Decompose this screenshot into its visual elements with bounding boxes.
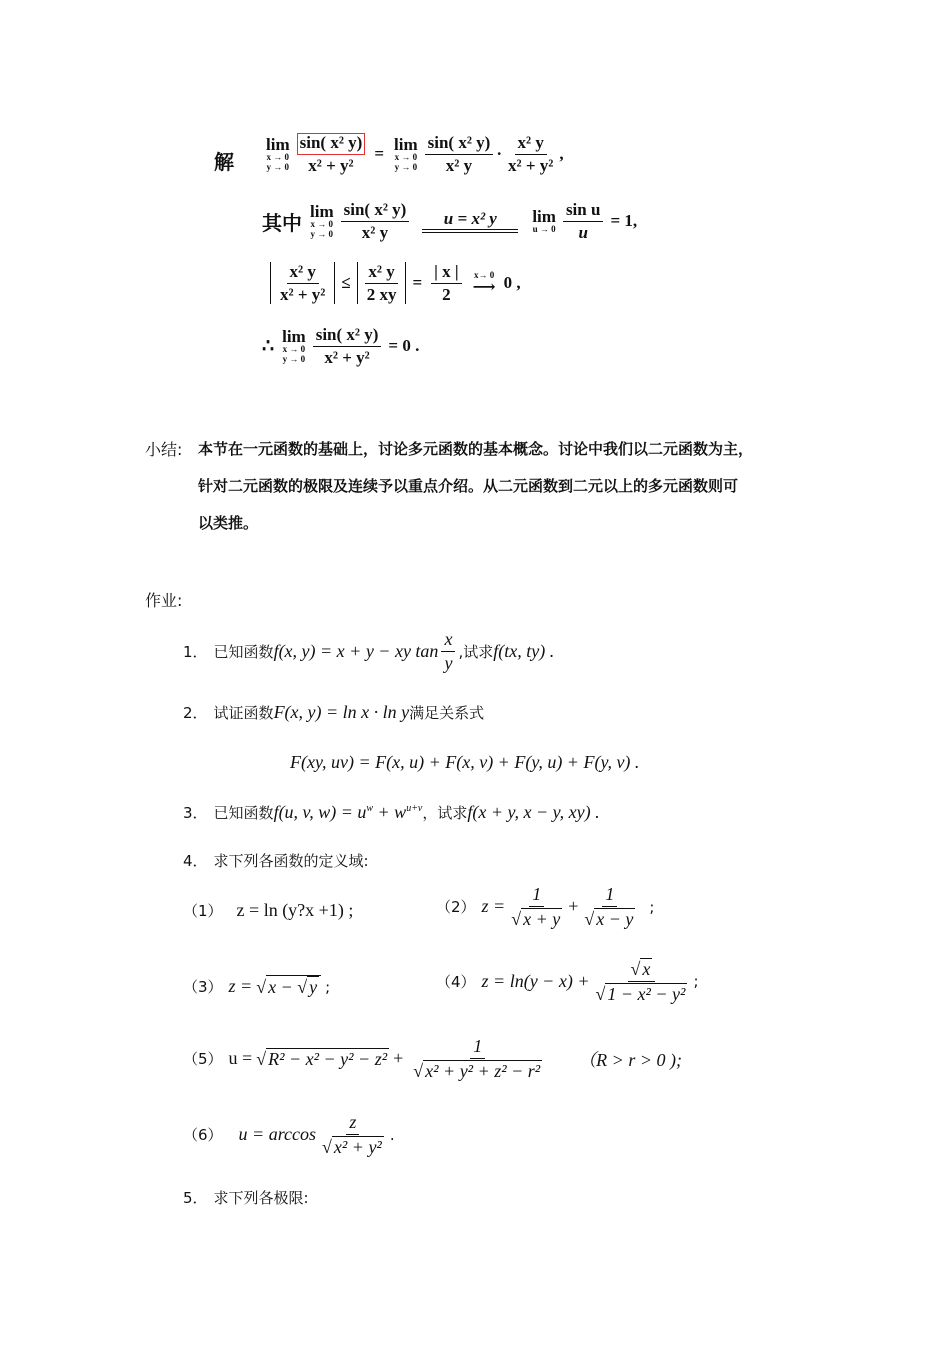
question-2-relation: F(xy, uv) = F(x, u) + F(x, v) + F(y, u) + F(y, v) .	[290, 752, 640, 772]
lim-operator: lim x → 0 y → 0	[266, 135, 290, 172]
fraction: $\frac{\text{sin( x² y)}}{\text{x² y}}$	[341, 200, 410, 242]
question-2: 2． 试证函数 F(x, y) = ln x · ln y 满足关系式	[183, 702, 485, 722]
summary-line-3: 以类推。	[198, 514, 259, 532]
question-5: 5． 求下列各极限:	[183, 1189, 309, 1207]
limit-arrow: x→ 0 ⟶	[472, 269, 496, 296]
fraction: $\frac{1}{√ x - y}$	[584, 884, 634, 929]
part-2: （2） z = $\frac{1}{√ x + y}$ + $\frac{1}{√ x - y}$ ;	[436, 884, 655, 929]
solution-label: 解	[214, 150, 234, 174]
solution-line-3: $\frac{\text{x² y}}{\text{x² + y²}}$ ≤ $\frac{\text{x² y}}{2 xy}$ = $\frac{| x |}{2}$ x→ 0 ⟶ 0 ,	[270, 262, 521, 304]
summary-label: 小结:	[145, 440, 183, 459]
lim-operator: lim u → 0	[532, 206, 556, 234]
question-1: 1． 已知函数 f(x, y) = x + y − xy tan $\frac{x}{y}$ ,试求 f(tx, ty) .	[183, 629, 555, 673]
homework-label: 作业:	[145, 591, 183, 610]
fraction: $\frac{z}{\text{√ x² + y²}}$	[322, 1112, 382, 1157]
solution-line-2: 其中 lim x → 0 y → 0 $\frac{\text{sin( x² y)}}{\text{x² y}}$ u = x² y lim u → 0 $\frac{\text{sin u}}{u}$ = 1,	[262, 200, 638, 242]
abs-value: $\frac{\text{x² y}}{\text{x² + y²}}$	[270, 262, 335, 304]
part-1: （1） z = ln (y?x +1) ;	[183, 900, 354, 920]
lim-operator: lim x → 0 y → 0	[282, 327, 306, 364]
fraction: $\frac{1}{\text{√ x² + y² + z² − r²}}$	[413, 1036, 541, 1081]
fraction: $\frac{\text{x² y}}{\text{x² + y²}}$	[508, 133, 554, 175]
summary-line-1: 本节在一元函数的基础上，讨论多元函数的基本概念。讨论中我们以二元函数为主，	[198, 440, 754, 458]
fraction: $\frac{\text{sin( x² y)}}{\text{x² + y²}}$	[313, 325, 382, 367]
substitution: u = x² y	[422, 210, 518, 233]
question-3: 3． 已知函数 f(u, v, $w) = u^w + w^{u+v}$ ，试求 f(x + y, x − y, xy) .	[183, 802, 600, 822]
lim-operator: lim x → 0 y → 0	[394, 135, 418, 172]
qizhong-label: 其中	[262, 210, 302, 235]
part-6: （6） u = arccos $\frac{z}{\text{√ x² + y²}}$ .	[183, 1112, 395, 1157]
fraction: $\frac{\text{sin u}}{u}$	[563, 200, 604, 242]
solution-line-1: lim x → 0 y → 0 $\frac{\text{sin( x² y)}}{\text{x² + y²}}$ = lim x → 0 y → 0 $\frac{\text{sin( x² y)}}{\text{x² y}}$ · $\frac{\text{x² y}}{\text{x² + y²}}$ ,	[266, 133, 564, 175]
fraction: $\frac{x}{y}$	[441, 629, 455, 673]
fraction: $\frac{√ x}{\text{√ 1 − x² − y²}}$	[595, 959, 686, 1004]
question-4: 4． 求下列各函数的定义域:	[183, 852, 369, 870]
part-5: （5） u = √ R² − x² − y² − z² + $\frac{1}{\text{√ x² + y² + z² − r²}}$ （R > r > 0 );	[183, 1036, 682, 1081]
abs-value: $\frac{\text{x² y}}{2 xy}$	[357, 262, 407, 304]
lim-operator: lim x → 0 y → 0	[310, 202, 334, 239]
part-4: （4） z = ln(y − x) + $\frac{√ x}{\text{√ 1 − x² − y²}}$ ;	[436, 959, 699, 1004]
fraction: $\frac{1}{√ x + y}$	[511, 884, 561, 929]
solution-line-4: ∴ lim x → 0 y → 0 $\frac{\text{sin( x² y)}}{\text{x² + y²}}$ = 0 .	[262, 325, 420, 367]
part-3: （3） z = √ x − √ y ;	[183, 976, 331, 997]
fraction: $\frac{\text{sin( x² y)}}{\text{x² + y²}}$	[297, 133, 366, 175]
fraction: $\frac{\text{sin( x² y)}}{\text{x² y}}$	[425, 133, 494, 175]
summary-line-2: 针对二元函数的极限及连续予以重点介绍。从二元函数到二元以上的多元函数则可	[198, 477, 739, 495]
fraction: $\frac{| x |}{2}$	[431, 262, 462, 304]
